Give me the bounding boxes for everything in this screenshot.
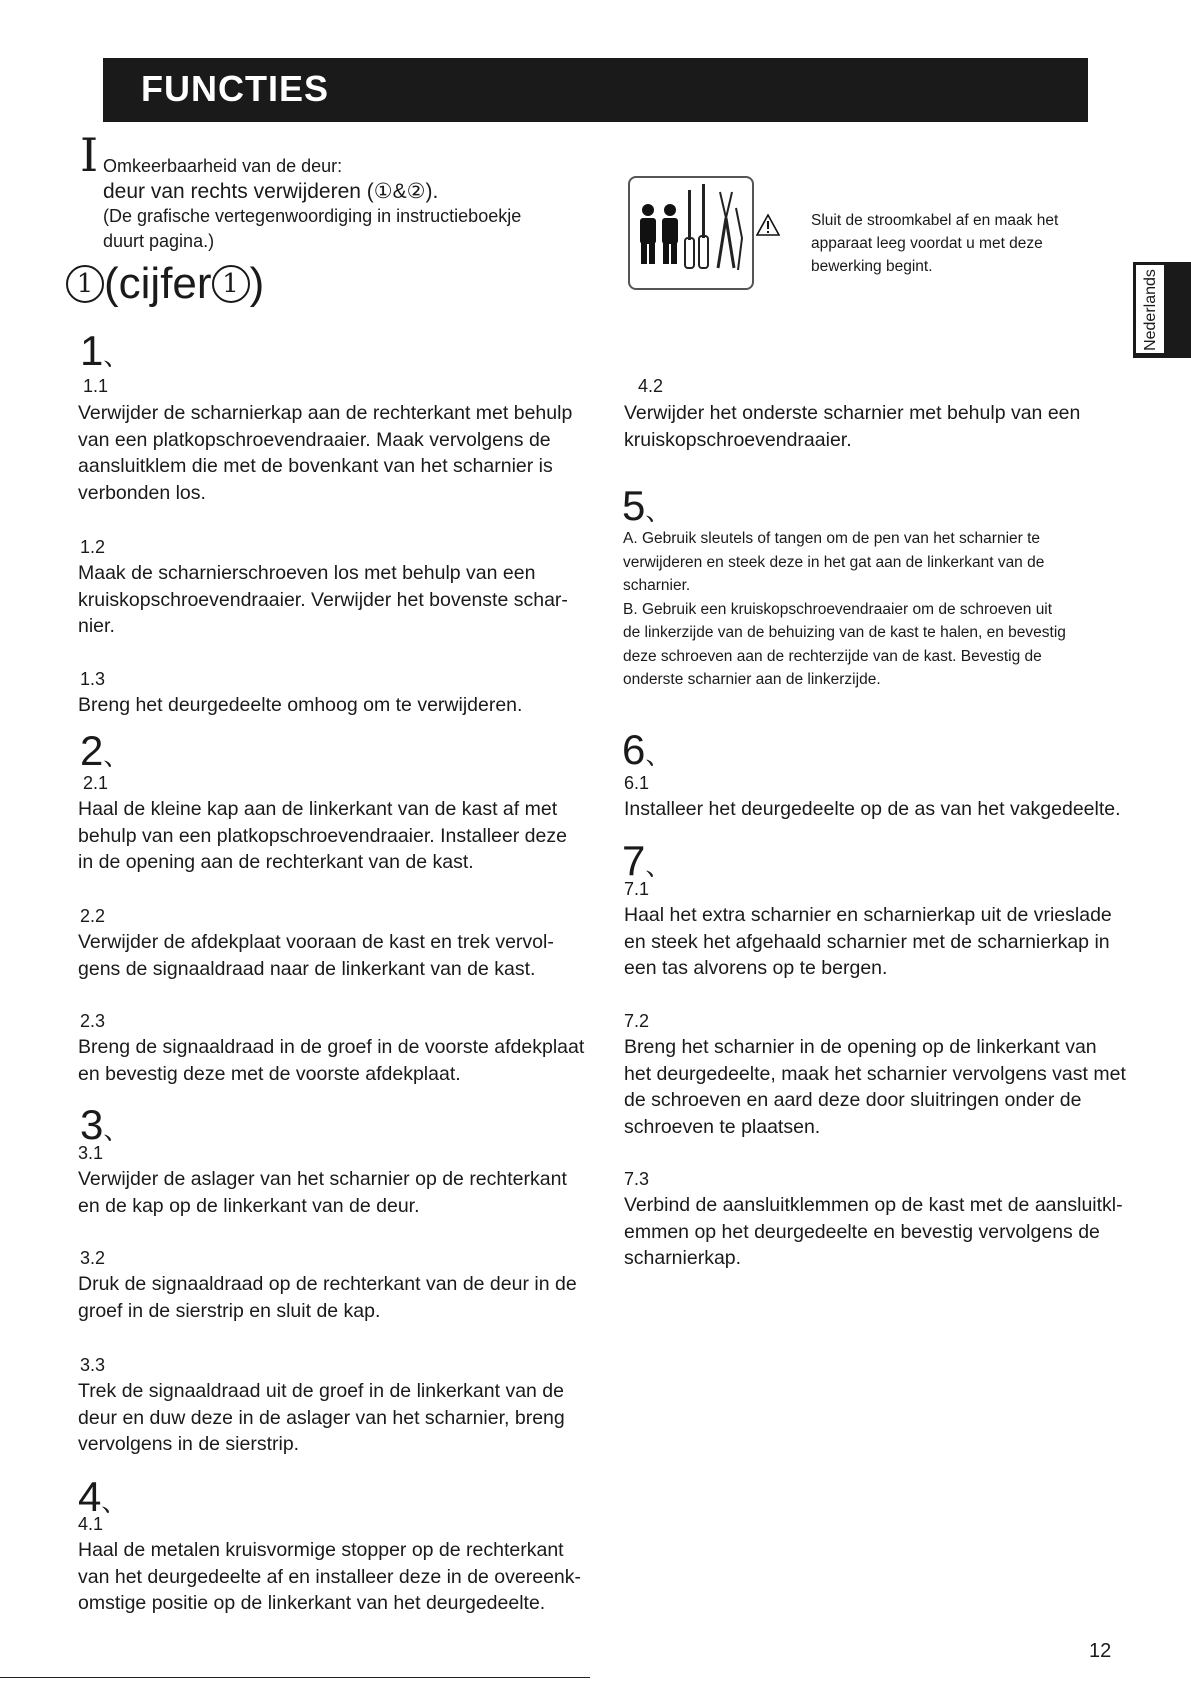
step-number: 5 [622, 482, 646, 529]
text-line: en steek het afgehaald scharnier met de scharnierkap in [624, 930, 1110, 953]
text-line: het deurgedeelte, maak het scharnier vervolgens vast met [624, 1062, 1126, 1085]
text-line: Verwijder het onderste scharnier met behulp van een [624, 402, 1081, 424]
step-heading [80, 327, 130, 374]
figure-title [66, 259, 265, 308]
text-line: en de kap op de linkerkant van de deur. [78, 1194, 420, 1217]
text-line: de linkerzijde van de behuizing van de kast te halen, en bevestig [623, 624, 1066, 641]
text-line: in de opening aan de rechterkant van de kast. [78, 851, 474, 873]
substep-label: 1.2 [80, 537, 106, 557]
substep-label: 7.3 [624, 1169, 650, 1189]
step-mark: 、 [101, 1487, 128, 1517]
text-line: van het deurgedeelte af en installeer deze in de overeenk- [78, 1565, 582, 1588]
substep-text [78, 692, 608, 719]
section-banner [103, 58, 1088, 122]
language-tab-label: Nederlands [1142, 269, 1159, 351]
text-line: kruiskopschroevendraaier. Verwijder het bovenste schar- [78, 588, 568, 611]
intro-line-3: (De grafische vertegenwoordiging in instructieboekje [103, 206, 522, 226]
text-line: een tas alvorens op te bergen. [624, 957, 888, 979]
warning-icon [756, 214, 780, 241]
text-line: en bevestig deze met de voorste afdekplaat. [78, 1062, 461, 1085]
text-line: emmen op het deurgedeelte en bevestig vervolgens de [624, 1220, 1100, 1243]
text-line: verwijderen en steek deze in het gat aan de linkerkant van de [623, 553, 1045, 571]
step-heading [622, 482, 672, 529]
step-number: 4 [78, 1473, 102, 1520]
text-line: Maak de scharnierschroeven los met behulp van een [78, 562, 536, 584]
text-line: deze schroeven aan de rechterzijde van de kast. Bevestig de [623, 647, 1042, 665]
step-mark: 、 [645, 496, 672, 526]
substep-label: 1.1 [83, 376, 109, 396]
text-line: behulp van een platkopschroevendraaier. Installeer deze [78, 824, 567, 847]
substep-label: 4.1 [78, 1514, 104, 1534]
text-line: deur en duw deze in de aslager van het scharnier, breng [78, 1406, 565, 1429]
text-line: gens de signaaldraad naar de linkerkant van de kast. [78, 957, 536, 980]
text-line: scharnier. [623, 577, 691, 594]
text-line: Haal het extra scharnier en scharnierkap uit de vrieslade [624, 904, 1112, 926]
step-number: 7 [622, 837, 646, 884]
text-line: Breng het scharnier in de opening op de linkerkant van [624, 1036, 1097, 1058]
roman-numeral: I [80, 128, 99, 182]
text-line: de schroeven en aard deze door sluitringen onder de [624, 1089, 1082, 1111]
step-mark: 、 [103, 741, 130, 771]
figure-word: (cijfer [104, 259, 212, 308]
substep-text [78, 929, 608, 982]
text-line: Haal de metalen kruisvormige stopper op de rechterkant [78, 1539, 564, 1561]
step-number: 1 [80, 327, 104, 374]
text-line: vervolgens in de sierstrip. [78, 1433, 300, 1455]
step-heading [80, 727, 130, 774]
page-number: 12 [1089, 1640, 1112, 1662]
step-5-text [623, 527, 1168, 692]
step-heading [622, 726, 672, 773]
intro-block [103, 154, 521, 254]
substep-text [78, 560, 608, 640]
substep-text [624, 1192, 1169, 1272]
substep-label: 1.3 [80, 669, 106, 689]
substep-text [624, 902, 1164, 982]
substep-text [78, 1378, 608, 1458]
substep-text [624, 400, 1164, 453]
text-line: schroeven te plaatsen. [624, 1115, 821, 1138]
circled-number: 1 [66, 265, 104, 303]
substep-text [78, 1166, 608, 1219]
step-mark: 、 [103, 341, 130, 371]
bottom-rule [0, 1677, 590, 1678]
text-line: Haal de kleine kap aan de linkerkant van de kast af met [78, 798, 558, 820]
text-line: onderste scharnier aan de linkerzijde. [623, 671, 881, 688]
substep-label: 3.1 [78, 1143, 104, 1163]
text-line: A. Gebruik sleutels of tangen om de pen van het scharnier te [623, 530, 1041, 547]
warning-line: apparaat leeg voordat u met deze [811, 235, 1043, 252]
substep-text [78, 1271, 608, 1324]
intro-line-2: deur van rechts verwijderen (①&②). [103, 180, 439, 203]
substep-text [78, 1034, 613, 1087]
step-heading [622, 837, 672, 884]
text-line: Trek de signaaldraad uit de groef in de linkerkant van de [78, 1380, 564, 1402]
substep-label: 7.1 [624, 879, 650, 899]
text-line: nier. [78, 615, 115, 637]
text-line: kruiskopschroevendraaier. [624, 428, 852, 451]
text-line: B. Gebruik een kruiskopschroevendraaier om de schroeven uit [623, 600, 1053, 618]
tools-icon [628, 176, 754, 290]
text-line: Breng de signaaldraad in de groef in de voorste afdekplaat [78, 1036, 585, 1058]
text-line: Verbind de aansluitklemmen op de kast met de aansluitkl- [624, 1194, 1123, 1216]
text-line: verbonden los. [78, 481, 206, 504]
section-title: FUNCTIES [141, 68, 329, 109]
language-tab-box [1135, 264, 1165, 354]
warning-line: bewerking begint. [811, 258, 933, 275]
text-line: Breng het deurgedeelte omhoog om te verwijderen. [78, 694, 523, 716]
substep-label: 2.2 [80, 906, 106, 926]
substep-text [624, 796, 1169, 823]
step-mark: 、 [645, 740, 672, 770]
text-line: Druk de signaaldraad op de rechterkant van de deur in de [78, 1273, 577, 1295]
substep-label: 7.2 [624, 1011, 650, 1031]
step-mark: 、 [103, 1115, 130, 1145]
step-mark: 、 [645, 851, 672, 881]
substep-label: 3.3 [80, 1355, 106, 1375]
warning-text [811, 209, 1101, 278]
text-line: van een platkopschroevendraaier. Maak vervolgens de [78, 428, 551, 451]
text-line: omstige positie op de linkerkant van het deurgedeelte. [78, 1592, 546, 1614]
text-line: Verwijder de scharnierkap aan de rechterkant met behulp [78, 402, 573, 424]
language-tab [1133, 262, 1191, 358]
text-line: aansluitklem die met de bovenkant van het scharnier is [78, 455, 553, 477]
text-line: Installeer het deurgedeelte op de as van het vakgedeelte. [624, 798, 1121, 820]
text-line: Verwijder de afdekplaat vooraan de kast en trek vervol- [78, 931, 554, 953]
circled-number: 1 [212, 265, 250, 303]
text-line: scharnierkap. [624, 1247, 742, 1269]
text-line: Verwijder de aslager van het scharnier op de rechterkant [78, 1168, 567, 1190]
figure-close: ) [249, 259, 265, 308]
step-heading [80, 1101, 130, 1148]
substep-text [78, 400, 608, 506]
step-number: 6 [622, 726, 646, 773]
substep-label: 2.1 [83, 773, 109, 793]
substep-label: 3.2 [80, 1248, 106, 1268]
substep-text [78, 1537, 618, 1617]
step-number: 2 [80, 727, 104, 774]
text-line: groef in de sierstrip en sluit de kap. [78, 1299, 381, 1322]
step-number: 3 [80, 1101, 104, 1148]
substep-text [624, 1034, 1169, 1140]
substep-text [78, 796, 608, 876]
substep-label: 4.2 [638, 376, 664, 396]
intro-line-4: duurt pagina.) [103, 231, 215, 251]
warning-line: Sluit de stroomkabel af en maak het [811, 212, 1059, 229]
substep-label: 2.3 [80, 1011, 106, 1031]
substep-label: 6.1 [624, 773, 650, 793]
intro-line-1: Omkeerbaarheid van de deur: [103, 156, 343, 176]
